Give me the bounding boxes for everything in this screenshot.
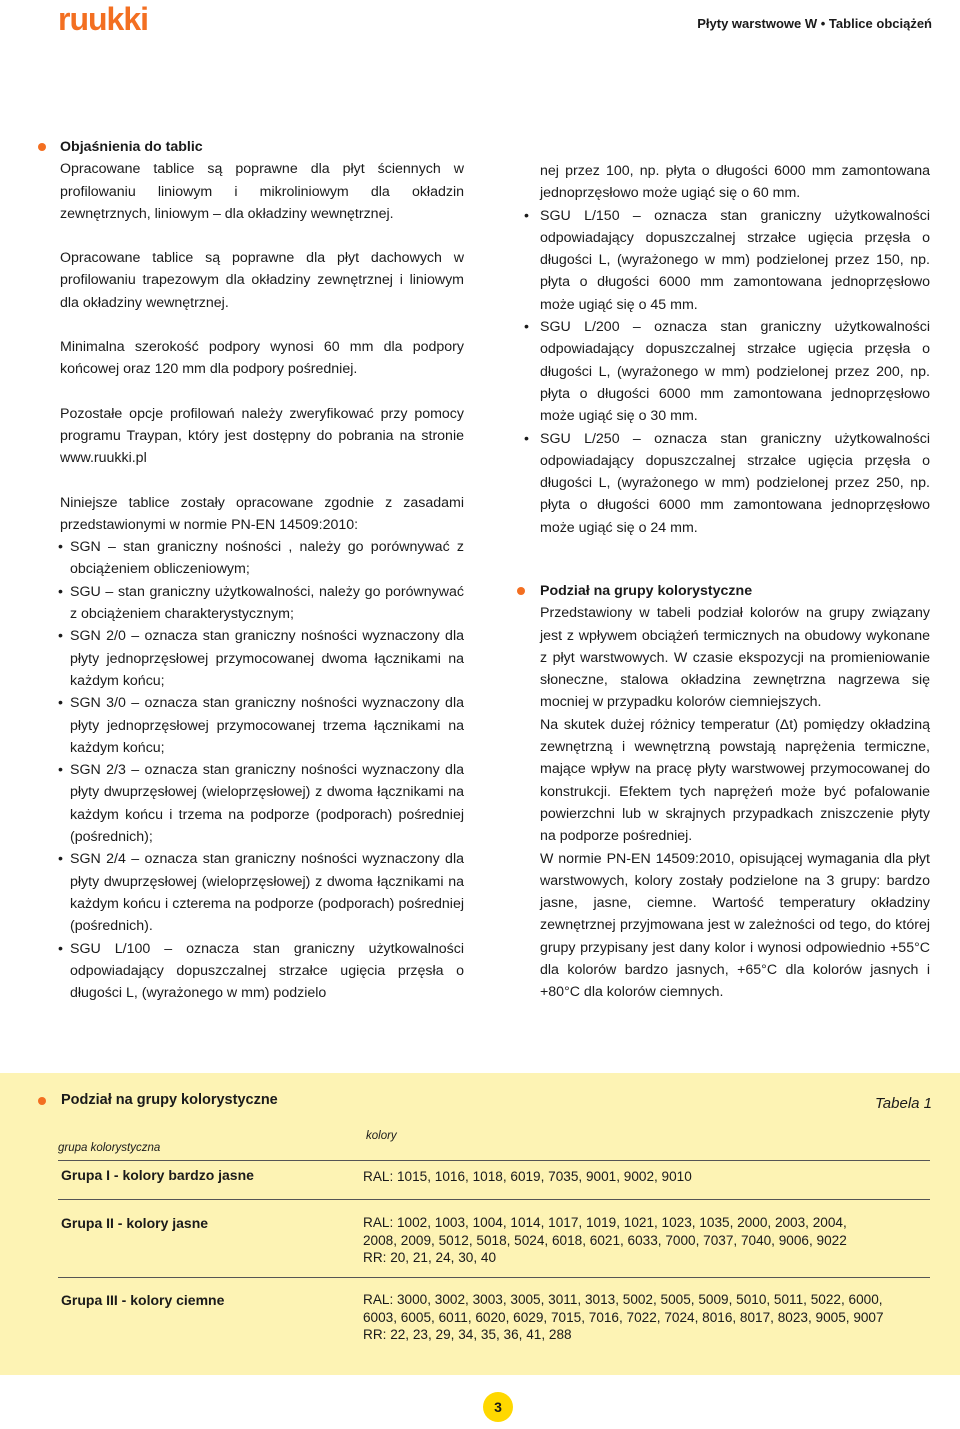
table-label: Tabela 1 bbox=[875, 1095, 932, 1112]
colors-line: 2008, 2009, 5012, 5018, 5024, 6018, 6021, 6033, 7000, 7037, 7040, 9006, 9022 bbox=[363, 1232, 847, 1248]
section-bullet-icon bbox=[38, 143, 46, 151]
color-groups-section bbox=[540, 580, 930, 1004]
left-column bbox=[60, 136, 464, 1004]
section-bullet-icon bbox=[517, 587, 525, 595]
list-item: • SGU L/150 – oznacza stan graniczny użytkowalności odpowiadający dopuszczalnej strzałce ugięcia przęsła o długości L, (wyrażonego w mm) podzielonej przez 150, np. płyta o długości 6000 mm zamontowana jednoprzęsłowo może ugiąć się o 45 mm. bbox=[540, 205, 930, 316]
paragraph: Minimalna szerokość podpory wynosi 60 mm dla podpory końcowej oraz 120 mm dla podpory pośredniej. bbox=[60, 339, 464, 378]
svg-text:ruukki: ruukki bbox=[58, 4, 149, 34]
table-bullet-icon bbox=[38, 1097, 46, 1105]
document-title: Płyty warstwowe W • Tablice obciążeń bbox=[697, 16, 932, 31]
ruukki-logo bbox=[58, 4, 178, 34]
list-item: • SGU L/200 – oznacza stan graniczny użytkowalności odpowiadający dopuszczalnej strzałce ugięcia przęsła o długości L, (wyrażonego w mm) podzielonej przez 200, np. płyta o długości 6000 mm zamontowana jednoprzęsłowo może ugiąć się o 30 mm. bbox=[540, 316, 930, 427]
right-column bbox=[540, 160, 930, 539]
paragraph: Przedstawiony w tabeli podział kolorów na grupy związany jest z wpływem obciążeń termicznych na obudowy wykonane z płyt warstwowych. W czasie ekspozycji na promieniowanie słoneczne, stalowa okładzina zewnętrzna nagrzewa się mocniej w przypadku kolorów ciemniejszych. bbox=[540, 605, 930, 711]
paragraph: Na skutek dużej różnicy temperatur (Δt) pomiędzy okładziną zewnętrzną i wewnętrzną powstają naprężenia termiczne, mające wpływ na pracę płyty warstwowej przymocowanej do konstrukcji. Efektem tych naprężeń może być pofalowanie powierzchni lub w skrajnych przypadkach zniszczenie płyty na podporze pośredniej. bbox=[540, 716, 930, 845]
table-title: Podział na grupy kolorystyczne bbox=[61, 1092, 278, 1108]
paragraph: Pozostałe opcje profilowań należy zweryfikować przy pomocy programu Traypan, który jest dostępny do pobrania na stronie www.ruukki.pl bbox=[60, 405, 464, 467]
group-name: Grupa II - kolory jasne bbox=[61, 1215, 209, 1231]
list-item: • SGN 2/0 – oznacza stan graniczny nośności wyznaczony dla płyty jednoprzęsłowej przymocowanej dwoma łącznikami na każdym końcu; bbox=[60, 625, 464, 692]
group-name: Grupa III - kolory ciemne bbox=[61, 1292, 225, 1308]
column-header-group: grupa kolorystyczna bbox=[58, 1142, 161, 1154]
table-divider bbox=[58, 1277, 930, 1278]
list-item: • SGN 2/3 – oznacza stan graniczny nośności wyznaczony dla płyty dwuprzęsłowej (wieloprzęsłowej) z dwoma łącznikami na każdym końcu i trzema na podporze (podporach) pośredniej (pośrednich); bbox=[60, 759, 464, 848]
colors-line: RAL: 3000, 3002, 3003, 3005, 3011, 3013, 5002, 5005, 5009, 5010, 5011, 5022, 6000, bbox=[363, 1292, 883, 1307]
list-item: • SGU L/100 – oznacza stan graniczny użytkowalności odpowiadający dopuszczalnej strzałce ugięcia przęsła o długości L, (wyrażonego w mm) podzielo bbox=[60, 938, 464, 1005]
page-number: 3 bbox=[483, 1392, 513, 1422]
colors-line: RAL: 1015, 1016, 1018, 6019, 7035, 9001, 9002, 9010 bbox=[363, 1169, 692, 1184]
colors-line: RR: 20, 21, 24, 30, 40 bbox=[363, 1250, 497, 1265]
paragraph: Niniejsze tablice zostały opracowane zgodnie z zasadami przedstawionymi w normie PN-EN 14509:2010: bbox=[60, 494, 464, 533]
paragraph: Opracowane tablice są poprawne dla płyt ściennych w profilowaniu liniowym i mikroliniowym dla okładzin zewnętrznych, liniowym – dla okładziny wewnętrznej. bbox=[60, 161, 464, 222]
colors-line: RAL: 1002, 1003, 1004, 1014, 1017, 1019, 1021, 1023, 1035, 2000, 2003, 2004, bbox=[363, 1215, 847, 1230]
group-colors bbox=[363, 1291, 933, 1344]
paragraph: W normie PN-EN 14509:2010, opisującej wymagania dla płyt warstwowych, kolory zostały podzielone na 3 grupy: bardzo jasne, jasne, ciemne. Wartość temperatury okładziny zewnętrznej przyjmowana jest w zależności od tego, do której grupy przypisany jest dany kolor i wynosi odpowiednio +55°C dla kolorów bardzo jasnych, +65°C dla kolorów jasnych i +80°C dla kolorów ciemnych. bbox=[540, 850, 930, 1001]
column-header-colors: kolory bbox=[366, 1130, 397, 1142]
color-groups-table bbox=[0, 1073, 960, 1375]
explanations-heading: Objaśnienia do tablic bbox=[60, 139, 203, 155]
colors-line: RR: 22, 23, 29, 34, 35, 36, 41, 288 bbox=[363, 1327, 572, 1342]
table-divider bbox=[58, 1160, 930, 1161]
color-groups-heading: Podział na grupy kolorystyczne bbox=[540, 583, 753, 599]
list-item: • SGN 3/0 – oznacza stan graniczny nośności wyznaczony dla płyty jednoprzęsłowej przymocowanej trzema łącznikami na każdym końcu; bbox=[60, 692, 464, 759]
table-divider bbox=[58, 1199, 930, 1200]
list-item: • SGN 2/4 – oznacza stan graniczny nośności wyznaczony dla płyty dwuprzęsłowej (wieloprzęsłowej) z dwoma łącznikami na każdym końcu i czterema na podporze (podporach) pośredniej (pośrednich). bbox=[60, 848, 464, 937]
group-colors bbox=[363, 1214, 933, 1267]
group-name: Grupa I - kolory bardzo jasne bbox=[61, 1167, 254, 1183]
list-item: • SGU L/250 – oznacza stan graniczny użytkowalności odpowiadający dopuszczalnej strzałce ugięcia przęsła o długości L, (wyrażonego w mm) podzielonej przez 250, np. płyta o długości 6000 mm zamontowana jednoprzęsłowo może ugiąć się o 24 mm. bbox=[540, 428, 930, 539]
paragraph: Opracowane tablice są poprawne dla płyt dachowych w profilowaniu trapezowym dla okładziny zewnętrznej i liniowym dla okładziny wewnętrznej. bbox=[60, 250, 464, 311]
list-item: • SGU – stan graniczny użytkowalności, należy go porównywać z obciążeniem charakterystycznym; bbox=[60, 581, 464, 626]
colors-line: 6003, 6005, 6011, 6020, 6029, 7015, 7016, 7022, 7024, 8016, 8017, 8023, 9005, 9007 bbox=[363, 1309, 884, 1325]
list-item: • SGN – stan graniczny nośności , należy go porównywać z obciążeniem obliczeniowym; bbox=[60, 536, 464, 581]
paragraph: nej przez 100, np. płyta o długości 6000 mm zamontowana jednoprzęsłowo może ugiąć się o 60 mm. bbox=[540, 163, 930, 202]
group-colors bbox=[363, 1168, 933, 1186]
